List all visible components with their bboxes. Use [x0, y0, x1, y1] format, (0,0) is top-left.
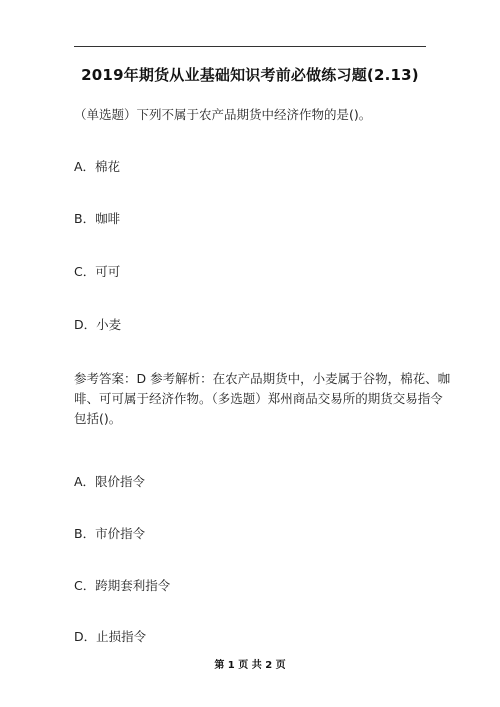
option-a: A．棉花 — [74, 159, 121, 174]
option-d: D．止损指令 — [74, 629, 147, 644]
option-b: B．咖啡 — [74, 211, 121, 226]
option-c: C．可可 — [74, 264, 121, 279]
header-rule — [74, 46, 426, 47]
option-d: D．小麦 — [74, 317, 122, 332]
page-footer: 第 1 页 共 2 页 — [214, 660, 286, 671]
answer-line: 包括()。 — [74, 411, 122, 426]
answer-line: 啡、可可属于经济作物。（多选题）郑州商品交易所的期货交易指令 — [74, 391, 443, 406]
answer-line: 参考答案：D 参考解析：在农产品期货中，小麦属于谷物，棉花、咖 — [74, 371, 451, 386]
page-title: 2019年期货从业基础知识考前必做练习题(2.13) — [81, 66, 419, 84]
question-stem: （单选题）下列不属于农产品期货中经济作物的是()。 — [74, 107, 372, 122]
option-b: B．市价指令 — [74, 526, 146, 541]
answer-paragraph — [74, 369, 451, 429]
option-a: A．限价指令 — [74, 474, 146, 489]
option-c: C．跨期套利指令 — [74, 578, 171, 593]
